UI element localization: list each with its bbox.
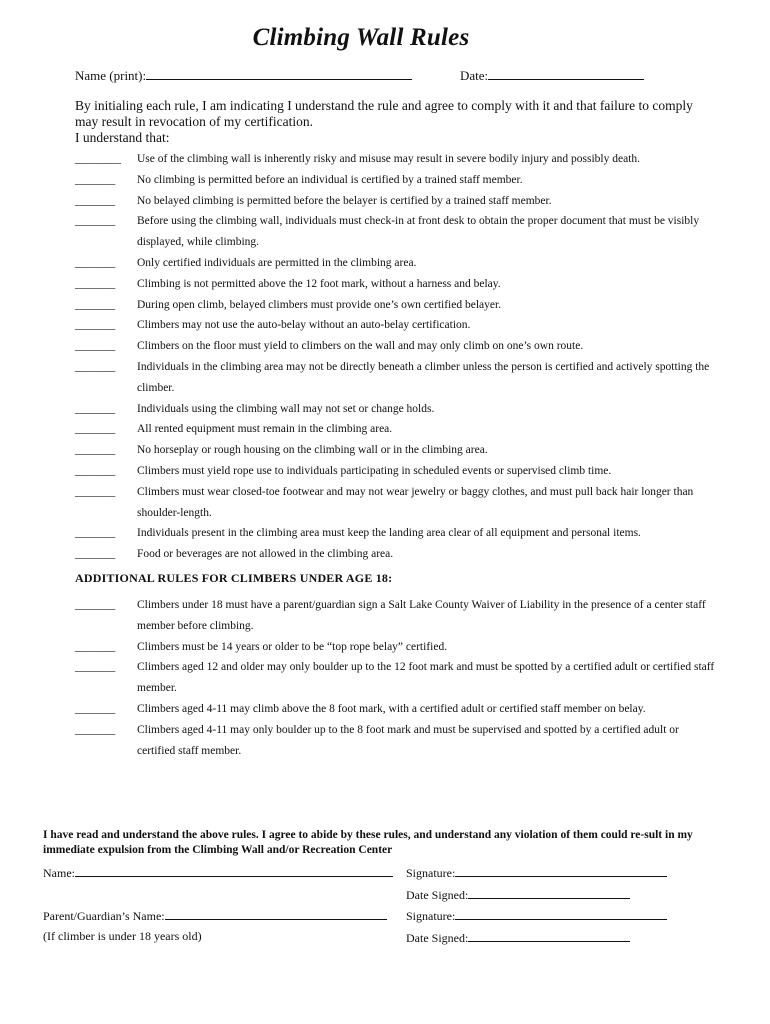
rule-row bbox=[75, 211, 715, 253]
rule-row bbox=[75, 191, 715, 212]
intro-text: By initialing each rule, I am indicating I understand the rule and agree to comply with it and that failure to comply may result in revocation of my certification. bbox=[75, 98, 693, 129]
initial-blank[interactable]: _______ bbox=[75, 215, 116, 228]
initial-blank[interactable]: _______ bbox=[75, 723, 116, 736]
rule-row bbox=[75, 274, 715, 295]
rule-text: Use of the climbing wall is inherently risky and misuse may result in severe bodily injury and possibly death. bbox=[137, 153, 641, 165]
rule-text: Climbers must wear closed-toe footwear and may not wear jewelry or baggy clothes, and must pull back hair longer than shoulder-length. bbox=[137, 485, 694, 519]
guardian-date-signed-field[interactable] bbox=[406, 929, 630, 946]
signature-field[interactable] bbox=[406, 864, 667, 881]
initial-blank[interactable]: _______ bbox=[75, 548, 116, 561]
date-signed-label: Date Signed: bbox=[406, 888, 469, 902]
sign-name-field[interactable] bbox=[43, 864, 393, 881]
additional-rules-list bbox=[75, 595, 715, 761]
rule-text: All rented equipment must remain in the climbing area. bbox=[137, 423, 393, 436]
intro-block bbox=[75, 98, 715, 146]
rule-text: Climbers under 18 must have a parent/guardian sign a Salt Lake County Waiver of Liability in the presence of a center staff member before climbing. bbox=[137, 599, 706, 632]
guardian-signature-field[interactable] bbox=[406, 907, 667, 924]
rule-row bbox=[75, 637, 715, 658]
signature-label: Signature: bbox=[406, 866, 456, 880]
name-print-label: Name (print): bbox=[75, 68, 147, 83]
initial-blank[interactable]: _______ bbox=[75, 599, 116, 611]
rule-text: Before using the climbing wall, individuals must check-in at front desk to obtain the proper document that must be visibly displayed, while climbing. bbox=[137, 215, 700, 249]
rule-text: Only certified individuals are permitted in the climbing area. bbox=[137, 256, 417, 269]
rule-row bbox=[75, 336, 715, 357]
initial-blank[interactable]: _______ bbox=[75, 423, 116, 436]
rule-text: During open climb, belayed climbers must provide one’s own certified belayer. bbox=[137, 298, 502, 311]
rule-row bbox=[75, 544, 715, 565]
rule-text: Climbers must be 14 years or older to be “top rope belay” certified. bbox=[137, 640, 448, 653]
rule-row bbox=[75, 461, 715, 482]
date-signed-field[interactable] bbox=[406, 886, 630, 903]
rule-row bbox=[75, 595, 715, 637]
initial-blank[interactable]: _______ bbox=[75, 360, 116, 373]
initial-blank[interactable]: _______ bbox=[75, 640, 116, 653]
guardian-date-signed-line[interactable] bbox=[468, 929, 630, 942]
rule-row bbox=[75, 699, 715, 720]
initial-blank[interactable]: _______ bbox=[75, 319, 116, 332]
initial-blank[interactable]: _______ bbox=[75, 485, 116, 498]
rule-text: Climbing is not permitted above the 12 foot mark, without a harness and belay. bbox=[137, 277, 501, 290]
initial-blank[interactable]: _______ bbox=[75, 527, 116, 540]
additional-rules-heading: ADDITIONAL RULES FOR CLIMBERS UNDER AGE 18: bbox=[75, 571, 393, 585]
rule-text: Climbers aged 4-11 may only boulder up to the 8 foot mark and must be supervised and spotted by a certified adult or certified staff member. bbox=[137, 723, 679, 757]
signature-line[interactable] bbox=[455, 864, 667, 877]
rule-row bbox=[75, 657, 715, 699]
rule-text: Climbers must yield rope use to individuals participating in scheduled events or supervised climb time. bbox=[137, 464, 612, 477]
rule-row bbox=[75, 399, 715, 420]
rules-list bbox=[75, 149, 715, 565]
understand-text: I understand that: bbox=[75, 130, 170, 145]
rule-text: Individuals using the climbing wall may not set or change holds. bbox=[137, 402, 435, 415]
initial-blank[interactable]: _______ bbox=[75, 444, 116, 457]
name-print-line[interactable] bbox=[146, 67, 412, 80]
rule-text: Individuals in the climbing area may not be directly beneath a climber unless the person is certified and actively spotting the climber. bbox=[137, 360, 710, 394]
rule-text: Climbers aged 4-11 may climb above the 8 foot mark, with a certified adult or certified staff member on belay. bbox=[137, 702, 646, 715]
rule-text: No belayed climbing is permitted before the belayer is certified by a trained staff member. bbox=[137, 194, 552, 207]
guardian-name-line[interactable] bbox=[165, 907, 387, 920]
rule-row bbox=[75, 720, 715, 762]
page-title: Climbing Wall Rules bbox=[252, 24, 470, 51]
guardian-signature-line[interactable] bbox=[455, 907, 667, 920]
rule-text: No climbing is permitted before an individual is certified by a trained staff member. bbox=[137, 173, 523, 186]
rule-row bbox=[75, 295, 715, 316]
date-label: Date: bbox=[460, 68, 489, 83]
sign-name-label: Name: bbox=[43, 866, 75, 880]
initial-blank[interactable]: _______ bbox=[75, 277, 116, 290]
sign-name-line[interactable] bbox=[75, 864, 393, 877]
rule-text: No horseplay or rough housing on the climbing wall or in the climbing area. bbox=[137, 444, 488, 457]
agreement-statement: I have read and understand the above rules. I agree to abide by these rules, and understand any violation of them could re-sult in my immediate expulsion from the Climbing Wall and/or Recreation Center bbox=[43, 829, 693, 856]
date-line[interactable] bbox=[488, 67, 644, 80]
date-field[interactable] bbox=[460, 67, 644, 84]
rule-row bbox=[75, 419, 715, 440]
initial-blank[interactable]: _______ bbox=[75, 173, 116, 186]
guardian-date-signed-label: Date Signed: bbox=[406, 931, 469, 945]
rule-text: Climbers aged 12 and older may only boulder up to the 12 foot mark and must be spotted by a certified adult or certified staff member. bbox=[137, 661, 715, 695]
guardian-signature-label: Signature: bbox=[406, 909, 456, 923]
rule-row bbox=[75, 357, 715, 399]
initial-blank[interactable]: _______ bbox=[75, 298, 116, 311]
rule-text: Climbers may not use the auto-belay without an auto-belay certification. bbox=[137, 319, 471, 332]
name-print-field[interactable] bbox=[75, 67, 412, 84]
initial-blank[interactable]: _______ bbox=[75, 256, 116, 269]
rule-row bbox=[75, 482, 715, 524]
guardian-name-field[interactable] bbox=[43, 907, 387, 924]
date-signed-line[interactable] bbox=[468, 886, 630, 899]
rule-row bbox=[75, 170, 715, 191]
guardian-note: (If climber is under 18 years old) bbox=[43, 929, 202, 943]
guardian-name-label: Parent/Guardian’s Name: bbox=[43, 909, 165, 923]
initial-blank[interactable]: _______ bbox=[75, 194, 116, 207]
initial-blank[interactable]: _______ bbox=[75, 702, 116, 715]
initial-blank[interactable]: _______ bbox=[75, 402, 116, 415]
rule-row bbox=[75, 523, 715, 544]
rule-text: Food or beverages are not allowed in the climbing area. bbox=[137, 548, 394, 561]
rule-row bbox=[75, 315, 715, 336]
rule-text: Climbers on the floor must yield to climbers on the wall and may only climb on one’s own route. bbox=[137, 340, 584, 353]
rule-text: Individuals present in the climbing area must keep the landing area clear of all equipment and personal items. bbox=[137, 527, 641, 540]
rule-row bbox=[75, 149, 715, 170]
rule-row bbox=[75, 440, 715, 461]
initial-blank[interactable]: _______ bbox=[75, 661, 116, 674]
initial-blank[interactable]: _______ bbox=[75, 340, 116, 353]
initial-blank[interactable]: ________ bbox=[75, 153, 121, 165]
rule-row bbox=[75, 253, 715, 274]
initial-blank[interactable]: _______ bbox=[75, 464, 116, 477]
